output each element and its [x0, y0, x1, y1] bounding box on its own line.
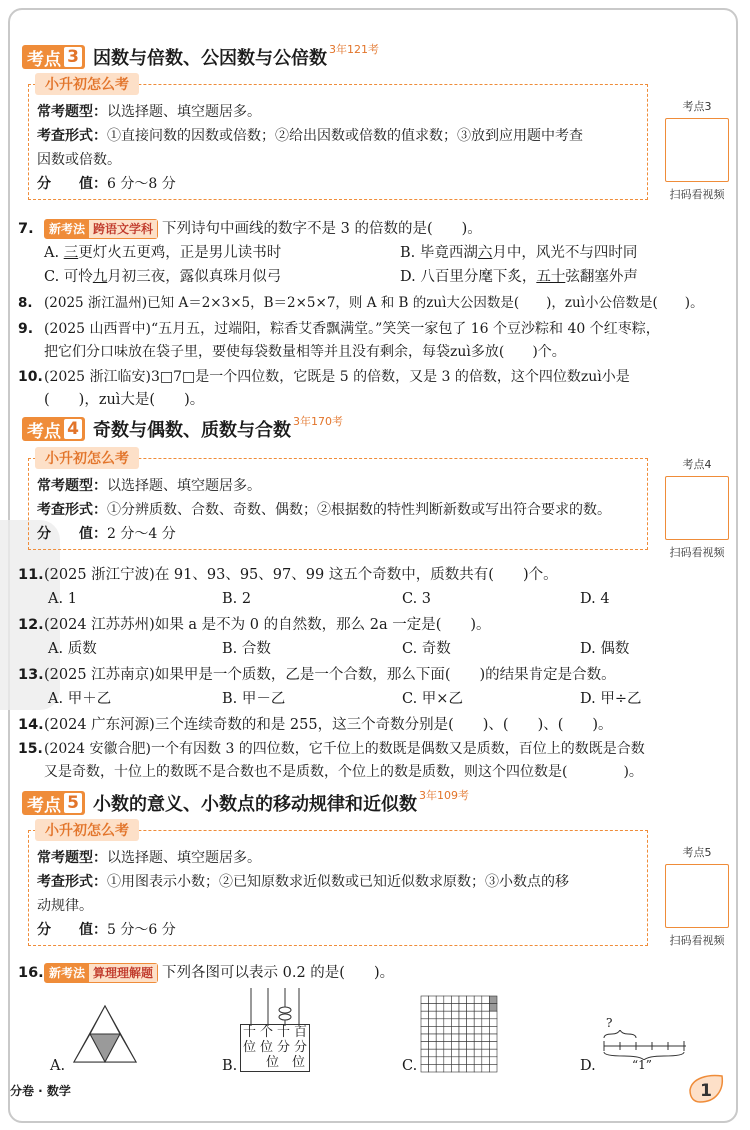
- grid-cell: [436, 1064, 444, 1072]
- grid-cell: [444, 1064, 452, 1072]
- grid-cell: [429, 1064, 437, 1072]
- question-14: 14.(2024 广东河源)三个连续奇数的和是 255，这三个奇数分别是( )、( )、( )。: [18, 717, 613, 733]
- section-header-4: [22, 416, 343, 442]
- grid-cell: [451, 1004, 459, 1012]
- question-7: 7. 新考法 跨语文学科 下列诗句中画线的数字不是 3 的倍数的是( )。: [18, 221, 482, 237]
- grid-cell: [421, 1034, 429, 1042]
- section-title: 小数的意义、小数点的移动规律和近似数: [93, 794, 417, 815]
- grid-cell: [451, 1026, 459, 1034]
- new-method-badge: 新考法 跨语文学科: [44, 219, 158, 239]
- grid-cell: [421, 1011, 429, 1019]
- grid-cell: [451, 1019, 459, 1027]
- grid-cell: [489, 1026, 497, 1034]
- grid-cell: [474, 996, 482, 1004]
- qr-icon: [665, 476, 729, 540]
- section-note: 3年109考: [419, 789, 469, 802]
- grid-cell: [451, 1011, 459, 1019]
- section-tag: 考点 5: [22, 791, 85, 815]
- grid-cell: [474, 1011, 482, 1019]
- grid-cell: [459, 1057, 467, 1065]
- grid-cell: [467, 1004, 475, 1012]
- hundred-grid-figure: [420, 995, 498, 1073]
- question-15: 15.(2024 安徽合肥)一个有因数 3 的四位数，它千位上的数既是偶数又是质数，百位上的数既是合数: [18, 741, 645, 757]
- grid-cell: [489, 1034, 497, 1042]
- question-9: 9. (2025 山西晋中)“五月五，过端阳，粽香艾香飘满堂。”笑笑一家包了 16 个豆沙粽和 40 个红枣粽，: [18, 321, 660, 337]
- grid-cell: [436, 996, 444, 1004]
- grid-cell: [474, 1004, 482, 1012]
- q16-option-c-label[interactable]: C.: [402, 1058, 418, 1074]
- question-12: 12.(2024 江苏苏州)如果 a 是不为 0 的自然数，那么 2a 一定是( )。: [18, 617, 491, 633]
- grid-cell: [482, 1049, 490, 1057]
- grid-cell: [421, 1042, 429, 1050]
- grid-cell: [467, 1049, 475, 1057]
- grid-cell: [474, 1049, 482, 1057]
- grid-cell: [421, 1064, 429, 1072]
- question-8: 8. (2025 浙江温州)已知 A＝2×3×5，B＝2×5×7，则 A 和 B 的zuì大公因数是( )，zuì小公倍数是( )。: [18, 295, 704, 311]
- grid-cell: [482, 996, 490, 1004]
- grid-cell: [482, 1057, 490, 1065]
- option-b: B. 毕竟西湖六月中，风光不与四时同: [400, 245, 638, 261]
- grid-cell: [459, 1034, 467, 1042]
- grid-cell: [459, 1004, 467, 1012]
- grid-cell: [421, 1049, 429, 1057]
- grid-cell: [429, 1057, 437, 1065]
- grid-cell: [429, 1019, 437, 1027]
- q16-option-b-label[interactable]: B.: [222, 1058, 238, 1074]
- grid-cell: [444, 996, 452, 1004]
- box-title: 小升初怎么考: [35, 447, 139, 469]
- q13-options: A. 甲＋乙 B. 甲－乙 C. 甲×乙 D. 甲÷乙: [48, 691, 642, 707]
- grid-cell: [436, 1011, 444, 1019]
- grid-cell: [436, 1004, 444, 1012]
- grid-cell: [444, 1057, 452, 1065]
- grid-cell: [489, 996, 497, 1004]
- box-title: 小升初怎么考: [35, 819, 139, 841]
- page-number-leaf-icon: [686, 1072, 726, 1106]
- qr-code-3[interactable]: 考点3 扫码看视频: [660, 98, 734, 202]
- grid-cell: [444, 1026, 452, 1034]
- grid-cell: [436, 1049, 444, 1057]
- number-line-figure: ? “1”: [600, 1018, 690, 1074]
- section-note: 3年121考: [329, 43, 379, 56]
- grid-cell: [444, 1019, 452, 1027]
- grid-cell: [467, 1026, 475, 1034]
- grid-cell: [429, 1026, 437, 1034]
- grid-cell: [474, 1019, 482, 1027]
- grid-cell: [467, 1034, 475, 1042]
- exam-info-box: 小升初怎么考 常考题型：以选择题、填空题居多。 考查形式：①分辨质数、合数、奇数、偶数；②根据数的特性判断新数或写出符合要求的数。 分 值：2 分～4 分: [28, 458, 648, 550]
- grid-cell: [421, 1004, 429, 1012]
- grid-cell: [436, 1042, 444, 1050]
- grid-cell: [459, 1049, 467, 1057]
- grid-cell: [459, 1042, 467, 1050]
- grid-cell: [429, 1004, 437, 1012]
- section-header-5: [22, 790, 469, 816]
- grid-cell: [451, 996, 459, 1004]
- new-method-badge: 新考法 算理理解题: [44, 963, 158, 983]
- qr-code-5[interactable]: 考点5 扫码看视频: [660, 844, 734, 948]
- question-15-line2: 又是奇数，十位上的数既不是合数也不是质数，个位上的数是质数，则这个四位数是( )。: [44, 764, 643, 780]
- exam-info-box: 小升初怎么考 常考题型：以选择题、填空题居多。 考查形式：①直接问数的因数或倍数；②给出因数或倍数的值求数；③放到应用题中考查 因数或倍数。 分 值：6 分～8 分: [28, 84, 648, 200]
- grid-cell: [482, 1034, 490, 1042]
- grid-cell: [429, 1034, 437, 1042]
- grid-cell: [489, 1057, 497, 1065]
- page-number: 1: [700, 1081, 712, 1101]
- grid-cell: [489, 1064, 497, 1072]
- grid-cell: [459, 1019, 467, 1027]
- grid-cell: [467, 1057, 475, 1065]
- q7-options: [44, 242, 664, 286]
- grid-cell: [467, 1064, 475, 1072]
- grid-cell: [421, 1026, 429, 1034]
- option-c: C. 可怜九月初三夜，露似真珠月似弓: [44, 269, 282, 285]
- question-9-line2: 把它们分口味放在袋子里，要使每袋数量相等并且没有剩余，每袋zuì多放( )个。: [44, 344, 566, 360]
- grid-cell: [474, 1064, 482, 1072]
- grid-cell: [444, 1011, 452, 1019]
- grid-cell: [436, 1026, 444, 1034]
- section-note: 3年170考: [293, 415, 343, 428]
- grid-cell: [467, 996, 475, 1004]
- grid-cell: [482, 1011, 490, 1019]
- grid-cell: [451, 1034, 459, 1042]
- box-title: 小升初怎么考: [35, 73, 139, 95]
- triangle-figure: [72, 1004, 138, 1066]
- grid-cell: [482, 1019, 490, 1027]
- section-tag: 考点 3: [22, 45, 85, 69]
- section-title: 因数与倍数、公因数与公倍数: [93, 48, 327, 69]
- grid-cell: [474, 1026, 482, 1034]
- option-a: A. 三更灯火五更鸡，正是男儿读书时: [44, 245, 282, 261]
- qr-icon: [665, 864, 729, 928]
- exam-info-box: 小升初怎么考 常考题型：以选择题、填空题居多。 考查形式：①用图表示小数；②已知原数求近似数或已知近似数求原数；③小数点的移 动规律。 分 值：5 分～6 分: [28, 830, 648, 946]
- grid-cell: [474, 1042, 482, 1050]
- grid-cell: [489, 1019, 497, 1027]
- grid-cell: [482, 1004, 490, 1012]
- grid-cell: [429, 1049, 437, 1057]
- section-header-3: [22, 44, 379, 70]
- option-d: D. 八百里分麾下炙，五十弦翻塞外声: [400, 269, 638, 285]
- grid-cell: [489, 1011, 497, 1019]
- grid-cell: [429, 1042, 437, 1050]
- grid-cell: [436, 1057, 444, 1065]
- grid-cell: [436, 1019, 444, 1027]
- question-16: 16. 新考法 算理理解题 下列各图可以表示 0.2 的是( )。: [18, 965, 395, 981]
- question-13: 13.(2025 江苏南京)如果甲是一个质数，乙是一个合数，那么下面( )的结果肯定是合数。: [18, 667, 616, 683]
- grid-cell: [429, 1011, 437, 1019]
- grid-cell: [482, 1026, 490, 1034]
- grid-cell: [451, 1057, 459, 1065]
- qr-code-4[interactable]: 考点4 扫码看视频: [660, 456, 734, 560]
- grid-cell: [436, 1034, 444, 1042]
- question-11: 11.(2025 浙江宁波)在 91、93、95、97、99 这五个奇数中，质数共有( )个。: [18, 567, 558, 583]
- grid-cell: [444, 1004, 452, 1012]
- qr-icon: [665, 118, 729, 182]
- grid-cell: [451, 1049, 459, 1057]
- section-title: 奇数与偶数、质数与合数: [93, 420, 291, 441]
- grid-cell: [444, 1034, 452, 1042]
- grid-cell: [421, 996, 429, 1004]
- grid-cell: [459, 1064, 467, 1072]
- grid-cell: [451, 1042, 459, 1050]
- grid-cell: [489, 1042, 497, 1050]
- question-10: 10.(2025 浙江临安)3□7□是一个四位数，它既是 5 的倍数，又是 3 的倍数，这个四位数zuì小是: [18, 369, 630, 385]
- section-tag: 考点 4: [22, 417, 85, 441]
- grid-cell: [451, 1064, 459, 1072]
- question-10-line2: ( )，zuì大是( )。: [44, 392, 205, 408]
- footer-label: 分卷 · 数学: [10, 1084, 71, 1098]
- abacus-figure: 十 个 十 百 位 位 分 分 位 位: [240, 986, 310, 1072]
- q12-options: A. 质数 B. 合数 C. 奇数 D. 偶数: [48, 641, 630, 657]
- grid-cell: [459, 1011, 467, 1019]
- grid-cell: [474, 1034, 482, 1042]
- grid-cell: [444, 1049, 452, 1057]
- grid-cell: [444, 1042, 452, 1050]
- grid-cell: [489, 1004, 497, 1012]
- grid-cell: [467, 1042, 475, 1050]
- q11-options: A. 1 B. 2 C. 3 D. 4: [48, 591, 610, 607]
- q16-option-a-label[interactable]: A.: [50, 1058, 66, 1074]
- grid-cell: [489, 1049, 497, 1057]
- grid-cell: [421, 1057, 429, 1065]
- grid-cell: [482, 1042, 490, 1050]
- grid-cell: [467, 1019, 475, 1027]
- grid-cell: [482, 1064, 490, 1072]
- grid-cell: [429, 996, 437, 1004]
- q16-option-d-label[interactable]: D.: [580, 1058, 596, 1074]
- grid-cell: [421, 1019, 429, 1027]
- grid-cell: [474, 1057, 482, 1065]
- grid-cell: [459, 996, 467, 1004]
- grid-cell: [467, 1011, 475, 1019]
- grid-cell: [459, 1026, 467, 1034]
